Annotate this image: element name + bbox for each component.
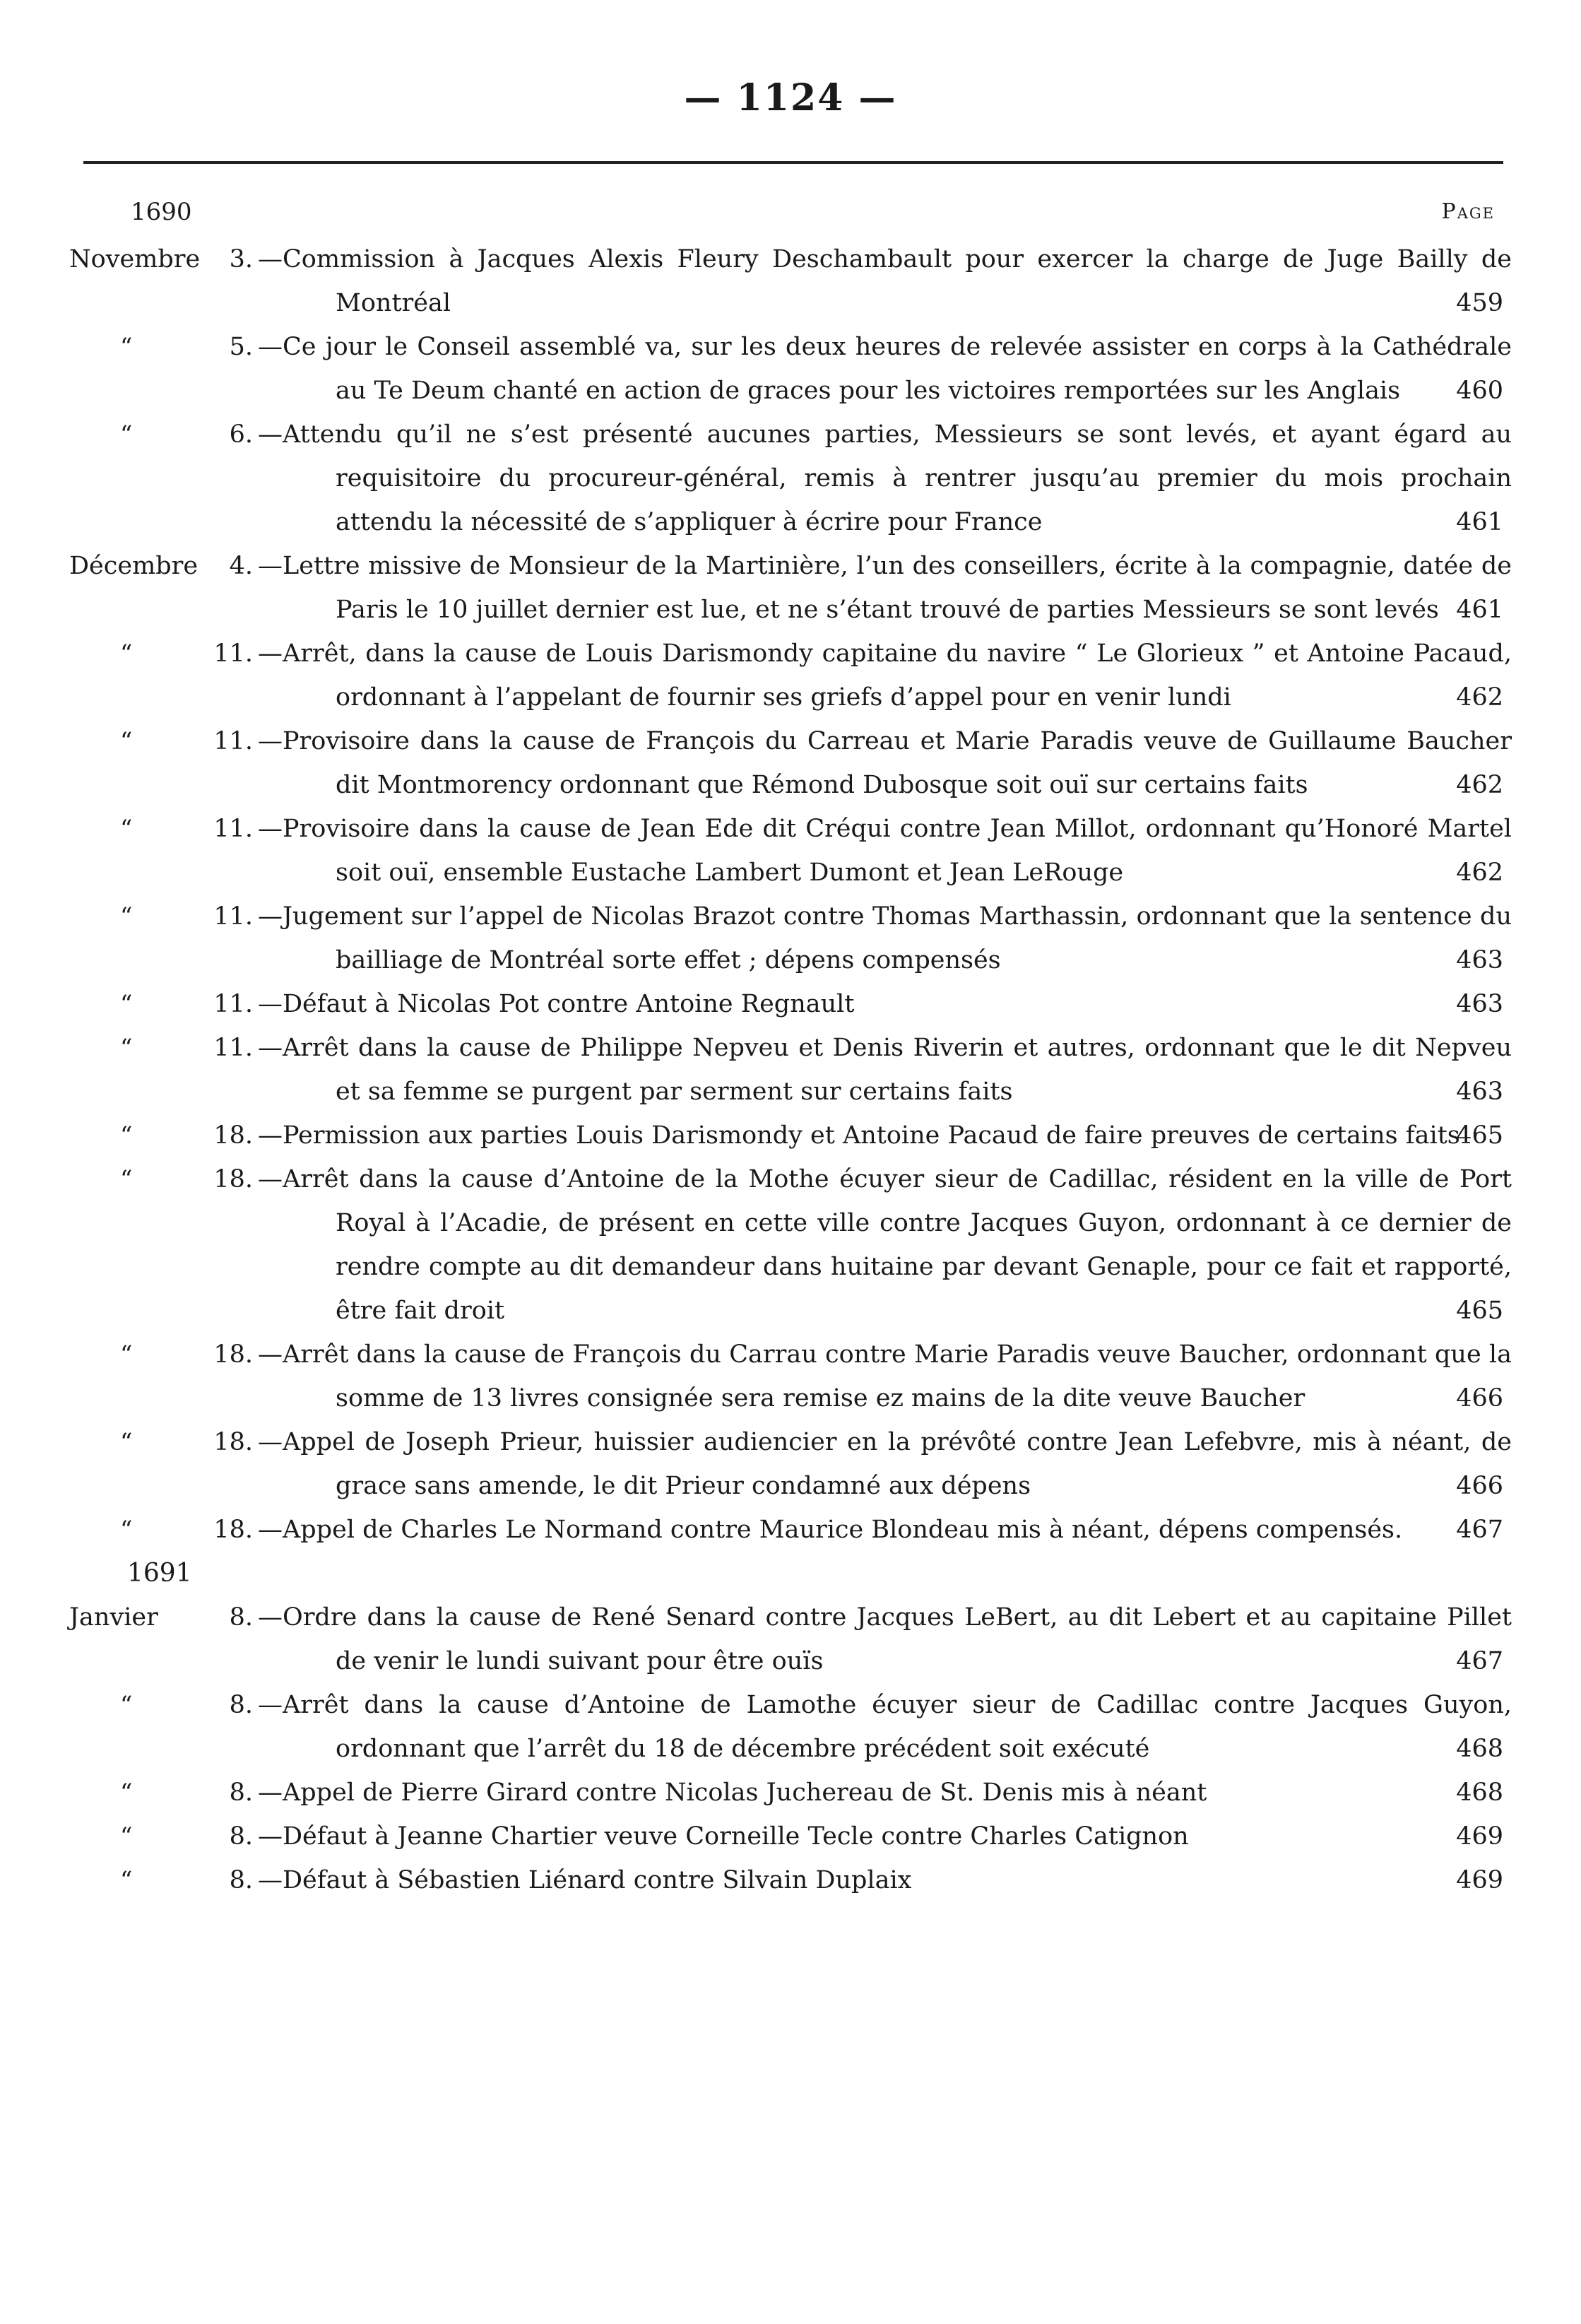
entry-page-ref: 461 (1456, 508, 1503, 536)
entry-text: —Provisoire dans la cause de François du Carreau et Marie Paradis veuve de Guillaume Baucher dit Montmorency ordonnant que Rémond Dubosque soit ouï sur certains faits (258, 727, 1512, 799)
entry-page-ref: 462 (1456, 859, 1503, 887)
index-entry (0, 982, 1581, 1026)
ditto-mark: “ (120, 1428, 133, 1456)
ditto-mark: “ (120, 1822, 133, 1851)
entry-day: 11. (213, 902, 253, 931)
index-entry (0, 719, 1581, 807)
entry-text: —Lettre missive de Monsieur de la Martinière, l’un des conseillers, écrite à la compagnie, datée de Paris le 10 juillet dernier est lue, et ne s’étant trouvé de parties Messieurs se sont levés (258, 552, 1512, 624)
entry-page-ref: 469 (1456, 1866, 1503, 1894)
entry-text: —Arrêt dans la cause de François du Carrau contre Marie Paradis veuve Baucher, ordonnant que la somme de 13 livres consignée sera remise ez mains de la dite veuve Baucher (258, 1340, 1512, 1412)
header-year: 1690 (131, 198, 192, 226)
entry-page-ref: 461 (1456, 596, 1503, 624)
entry-page-ref: 467 (1456, 1647, 1503, 1675)
entry-text: —Provisoire dans la cause de Jean Ede dit Créqui contre Jean Millot, ordonnant qu’Honoré Martel soit ouï, ensemble Eustache Lambert Dumont et Jean LeRouge (258, 815, 1512, 887)
entry-page-ref: 462 (1456, 771, 1503, 799)
entry-day: 18. (213, 1428, 253, 1456)
entry-page-ref: 468 (1456, 1779, 1503, 1807)
entry-day: 8. (229, 1866, 253, 1894)
entry-page-ref: 466 (1456, 1472, 1503, 1500)
ditto-mark: “ (120, 727, 133, 755)
index-entry (0, 1771, 1581, 1815)
entry-day: 8. (229, 1691, 253, 1719)
index-entry (0, 544, 1581, 632)
ditto-mark: “ (120, 990, 133, 1018)
entry-day: 11. (213, 1034, 253, 1062)
entry-month: Janvier (69, 1603, 158, 1632)
entry-text: —Arrêt dans la cause d’Antoine de la Mothe écuyer sieur de Cadillac, résident en la ville de Port Royal à l’Acadie, de présent en cette ville contre Jacques Guyon, ordonnant à ce dernier de rendre compte au dit demandeur dans huitaine par devant Genaple, pour ce fait et rapporté, être fait droit (258, 1165, 1512, 1325)
entry-page-ref: 462 (1456, 683, 1503, 712)
index-entry (0, 413, 1581, 544)
entry-page-ref: 463 (1456, 1078, 1503, 1106)
entry-page-ref: 463 (1456, 946, 1503, 974)
header-page-label: Page (1441, 199, 1495, 224)
entry-day: 18. (213, 1165, 253, 1193)
year-heading-row (0, 1552, 1581, 1595)
entry-text: —Appel de Pierre Girard contre Nicolas Juchereau de St. Denis mis à néant (258, 1779, 1207, 1807)
index-entry (0, 1683, 1581, 1771)
index-entry (0, 895, 1581, 982)
entry-day: 3. (229, 245, 253, 273)
index-entry (0, 1114, 1581, 1157)
entry-day: 11. (213, 990, 253, 1018)
index-entry (0, 807, 1581, 895)
ditto-mark: “ (120, 1340, 133, 1369)
ditto-mark: “ (120, 1121, 133, 1150)
ditto-mark: “ (120, 1034, 133, 1062)
ditto-mark: “ (120, 639, 133, 668)
entry-day: 18. (213, 1121, 253, 1150)
entry-day: 11. (213, 727, 253, 755)
entry-text: —Jugement sur l’appel de Nicolas Brazot contre Thomas Marthassin, ordonnant que la sentence du bailliage de Montréal sorte effet ; dépens compensés (258, 902, 1512, 974)
header-rule (83, 161, 1503, 164)
entry-page-ref: 469 (1456, 1822, 1503, 1851)
ditto-mark: “ (120, 1866, 133, 1894)
entry-day: 6. (229, 420, 253, 449)
entry-text: —Ce jour le Conseil assemblé va, sur les deux heures de relevée assister en corps à la Cathédrale au Te Deum chanté en action de graces pour les victoires remportées sur les Anglais (258, 333, 1512, 405)
entry-text: —Arrêt, dans la cause de Louis Darismondy capitaine du navire “ Le Glorieux ” et Antoine Pacaud, ordonnant à l’appelant de fournir ses griefs d’appel pour en venir lundi (258, 639, 1512, 712)
page-number: — 1124 — (684, 76, 897, 119)
entry-text: —Appel de Charles Le Normand contre Maurice Blondeau mis à néant, dépens compensés. (258, 1516, 1403, 1544)
entry-text: —Permission aux parties Louis Darismondy et Antoine Pacaud de faire preuves de certains faits (258, 1121, 1460, 1150)
entry-day: 8. (229, 1603, 253, 1632)
index-entry (0, 237, 1581, 325)
entry-day: 8. (229, 1779, 253, 1807)
entry-page-ref: 465 (1456, 1121, 1503, 1150)
ditto-mark: “ (120, 333, 133, 361)
index-entries (0, 237, 1581, 1902)
index-entry (0, 1157, 1581, 1333)
entry-text: —Défaut à Jeanne Chartier veuve Corneille Tecle contre Charles Catignon (258, 1822, 1189, 1851)
ditto-mark: “ (120, 1779, 133, 1807)
entry-text: —Commission à Jacques Alexis Fleury Deschambault pour exercer la charge de Juge Bailly de Montréal (258, 245, 1512, 317)
entry-page-ref: 467 (1456, 1516, 1503, 1544)
entry-day: 5. (229, 333, 253, 361)
index-entry (0, 1595, 1581, 1683)
entry-text: —Attendu qu’il ne s’est présenté aucunes parties, Messieurs se sont levés, et ayant égard au requisitoire du procureur-général, remis à rentrer jusqu’au premier du mois prochain attendu la nécessité de s’appliquer à écrire pour France (258, 420, 1512, 536)
index-entry (0, 1858, 1581, 1902)
entry-page-ref: 463 (1456, 990, 1503, 1018)
entry-page-ref: 459 (1456, 289, 1503, 317)
index-entry (0, 1420, 1581, 1508)
ditto-mark: “ (120, 1691, 133, 1719)
entry-page-ref: 468 (1456, 1735, 1503, 1763)
index-entry (0, 632, 1581, 719)
ditto-mark: “ (120, 815, 133, 843)
entry-page-ref: 460 (1456, 377, 1503, 405)
entry-page-ref: 466 (1456, 1384, 1503, 1412)
ditto-mark: “ (120, 1516, 133, 1544)
entry-month: Novembre (69, 245, 201, 273)
index-entry (0, 1026, 1581, 1114)
year-heading: 1691 (127, 1559, 192, 1588)
entry-day: 11. (213, 815, 253, 843)
index-entry (0, 1508, 1581, 1552)
entry-text: —Ordre dans la cause de René Senard contre Jacques LeBert, au dit Lebert et au capitaine Pillet de venir le lundi suivant pour être ouïs (258, 1603, 1512, 1675)
ditto-mark: “ (120, 420, 133, 449)
entry-day: 18. (213, 1340, 253, 1369)
index-entry (0, 325, 1581, 413)
entry-page-ref: 465 (1456, 1297, 1503, 1325)
entry-day: 4. (229, 552, 253, 580)
entry-text: —Arrêt dans la cause d’Antoine de Lamothe écuyer sieur de Cadillac contre Jacques Guyon, ordonnant que l’arrêt du 18 de décembre précédent soit exécuté (258, 1691, 1512, 1763)
entry-text: —Défaut à Nicolas Pot contre Antoine Regnault (258, 990, 855, 1018)
entry-text: —Défaut à Sébastien Liénard contre Silvain Duplaix (258, 1866, 912, 1894)
entry-text: —Arrêt dans la cause de Philippe Nepveu et Denis Riverin et autres, ordonnant que le dit Nepveu et sa femme se purgent par serment sur certains faits (258, 1034, 1512, 1106)
entry-day: 11. (213, 639, 253, 668)
entry-day: 8. (229, 1822, 253, 1851)
entry-month: Décembre (69, 552, 199, 580)
index-entry (0, 1333, 1581, 1420)
entry-text: —Appel de Joseph Prieur, huissier audiencier en la prévôté contre Jean Lefebvre, mis à néant, de grace sans amende, le dit Prieur condamné aux dépens (258, 1428, 1512, 1500)
entry-day: 18. (213, 1516, 253, 1544)
ditto-mark: “ (120, 1165, 133, 1193)
ditto-mark: “ (120, 902, 133, 931)
index-entry (0, 1815, 1581, 1858)
